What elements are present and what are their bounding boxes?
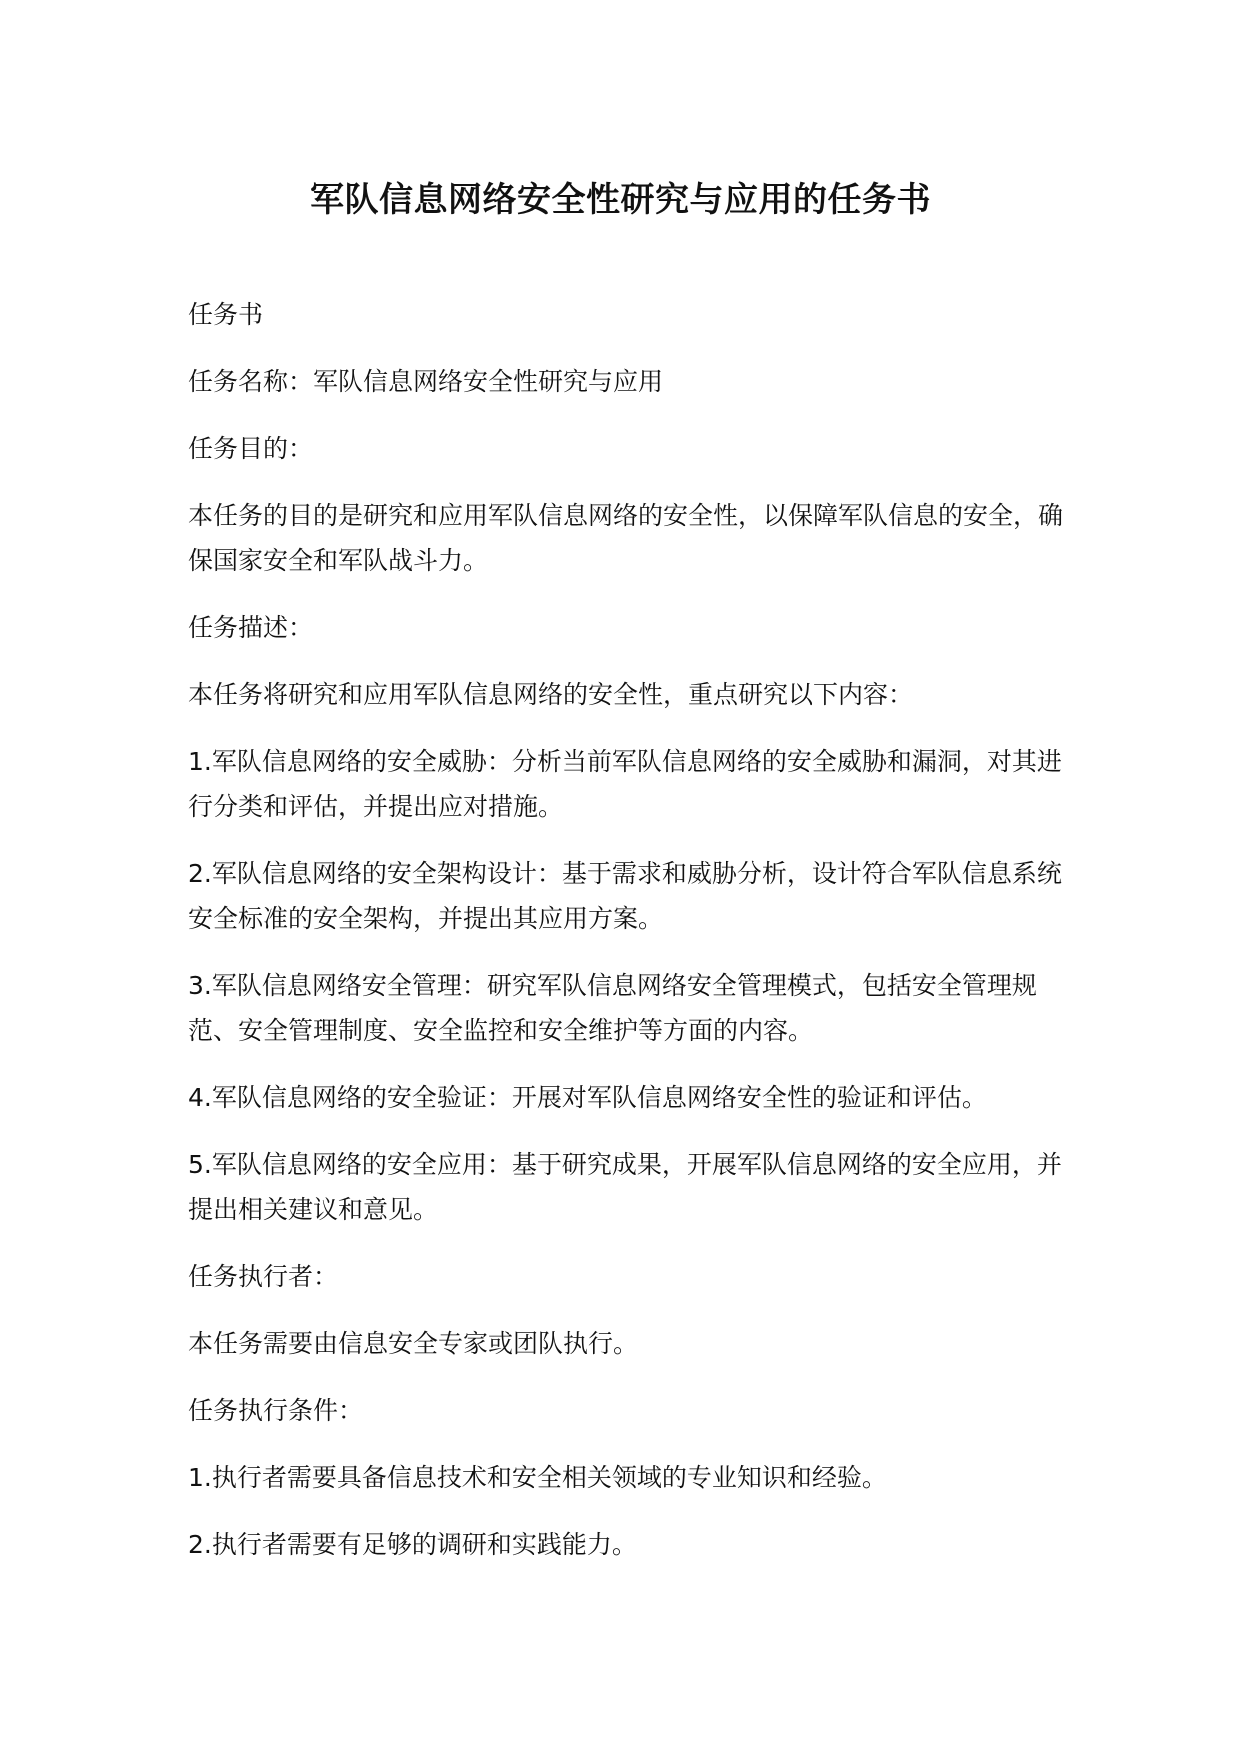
- paragraph-description-label: 任务描述：: [188, 613, 314, 642]
- paragraph-item-5: 5.军队信息网络的安全应用：基于研究成果，开展军队信息网络的安全应用，并提出相关建议和意见。: [188, 1150, 1062, 1224]
- document-body: [188, 292, 1068, 1589]
- paragraph-purpose-text: 本任务的目的是研究和应用军队信息网络的安全性，以保障军队信息的安全，确保国家安全和军队战斗力。: [188, 501, 1064, 575]
- paragraph-item-4: 4.军队信息网络的安全验证：开展对军队信息网络安全性的验证和评估。: [188, 1083, 987, 1112]
- paragraph-item-3: 3.军队信息网络安全管理：研究军队信息网络安全管理模式，包括安全管理规范、安全管理制度、安全监控和安全维护等方面的内容。: [188, 971, 1037, 1045]
- paragraph-item-1: 1.军队信息网络的安全威胁：分析当前军队信息网络的安全威胁和漏洞，对其进行分类和评估，并提出应对措施。: [188, 747, 1062, 821]
- paragraph-condition-2: 2.执行者需要有足够的调研和实践能力。: [188, 1530, 637, 1559]
- paragraph-purpose-label: 任务目的：: [188, 434, 314, 463]
- paragraph-executor-label: 任务执行者：: [188, 1262, 339, 1291]
- document-title: 军队信息网络安全性研究与应用的任务书: [310, 180, 931, 220]
- paragraph-description-intro: 本任务将研究和应用军队信息网络的安全性，重点研究以下内容：: [188, 680, 914, 709]
- paragraph-condition-1: 1.执行者需要具备信息技术和安全相关领域的专业知识和经验。: [188, 1463, 887, 1492]
- paragraph-executor-text: 本任务需要由信息安全专家或团队执行。: [188, 1329, 639, 1358]
- paragraph-conditions-label: 任务执行条件：: [188, 1396, 364, 1425]
- paragraph-item-2: 2.军队信息网络的安全架构设计：基于需求和威胁分析，设计符合军队信息系统安全标准的安全架构，并提出其应用方案。: [188, 859, 1062, 933]
- paragraph-task-name: 任务名称：军队信息网络安全性研究与应用: [188, 367, 664, 396]
- paragraph-heading: 任务书: [188, 300, 264, 329]
